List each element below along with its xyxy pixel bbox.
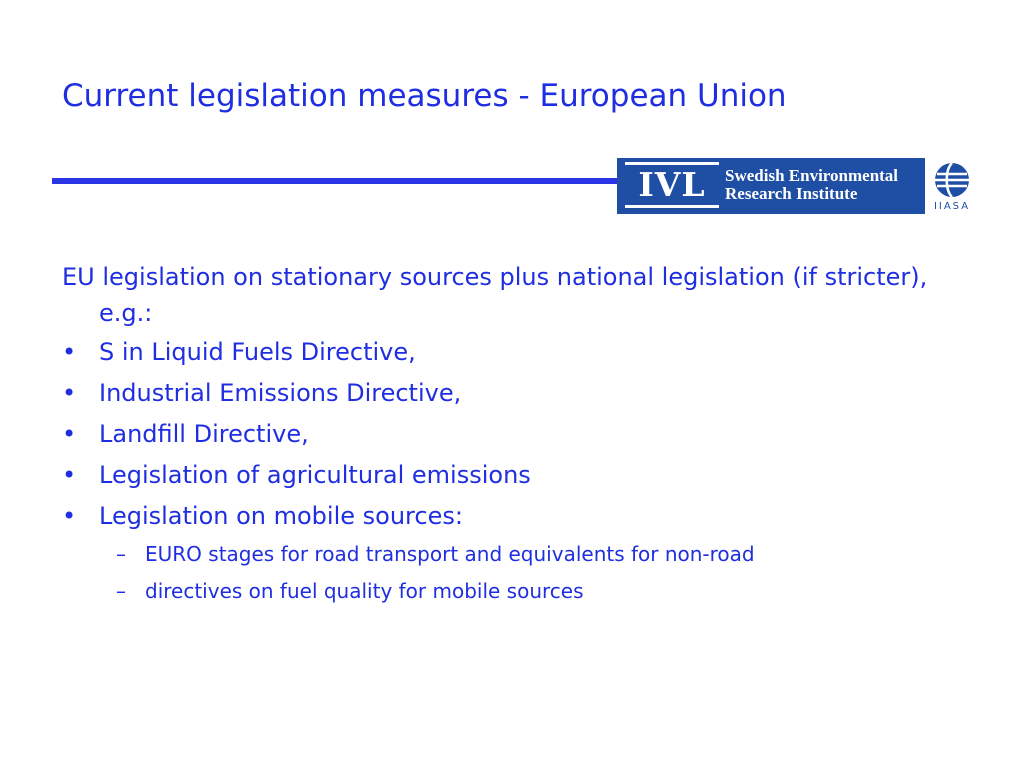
bullet-item	[62, 375, 982, 412]
bullet-glyph: •	[62, 379, 77, 407]
bullet-text: S in Liquid Fuels Directive,	[99, 338, 416, 366]
bullet-list	[62, 334, 982, 535]
bullet-text: Landfill Directive,	[99, 420, 309, 448]
ivl-logo-mark: IVL	[625, 162, 719, 208]
iiasa-logo-text: IIASA	[933, 201, 971, 212]
sub-bullet-glyph: –	[116, 579, 126, 603]
ivl-logo	[617, 158, 925, 214]
bullet-glyph: •	[62, 461, 77, 489]
bullet-glyph: •	[62, 502, 77, 530]
title-divider	[52, 178, 620, 184]
globe-icon	[931, 160, 973, 200]
ivl-logo-line1: Swedish Environmental	[725, 166, 899, 185]
bullet-item	[62, 334, 982, 371]
bullet-item	[62, 498, 982, 535]
sub-bullet-text: directives on fuel quality for mobile sources	[145, 579, 584, 603]
sub-bullet-list	[106, 539, 982, 606]
slide-body	[62, 259, 982, 613]
bullet-text: Industrial Emissions Directive,	[99, 379, 462, 407]
bullet-item	[62, 457, 982, 494]
bullet-glyph: •	[62, 420, 77, 448]
sub-bullet-text: EURO stages for road transport and equivalents for non-road	[145, 542, 755, 566]
bullet-text: Legislation of agricultural emissions	[99, 461, 531, 489]
intro-paragraph: EU legislation on stationary sources plus national legislation (if stricter), e.g.:	[62, 263, 928, 327]
bullet-item	[62, 416, 982, 453]
iiasa-logo	[930, 158, 974, 214]
ivl-logo-line2: Research Institute	[725, 184, 858, 203]
bullet-text: Legislation on mobile sources:	[99, 502, 463, 530]
sub-bullet-item	[106, 576, 982, 606]
sub-bullet-glyph: –	[116, 542, 126, 566]
sub-bullet-item	[106, 539, 982, 569]
bullet-glyph: •	[62, 338, 77, 366]
slide-title: Current legislation measures - European Union	[62, 78, 787, 114]
